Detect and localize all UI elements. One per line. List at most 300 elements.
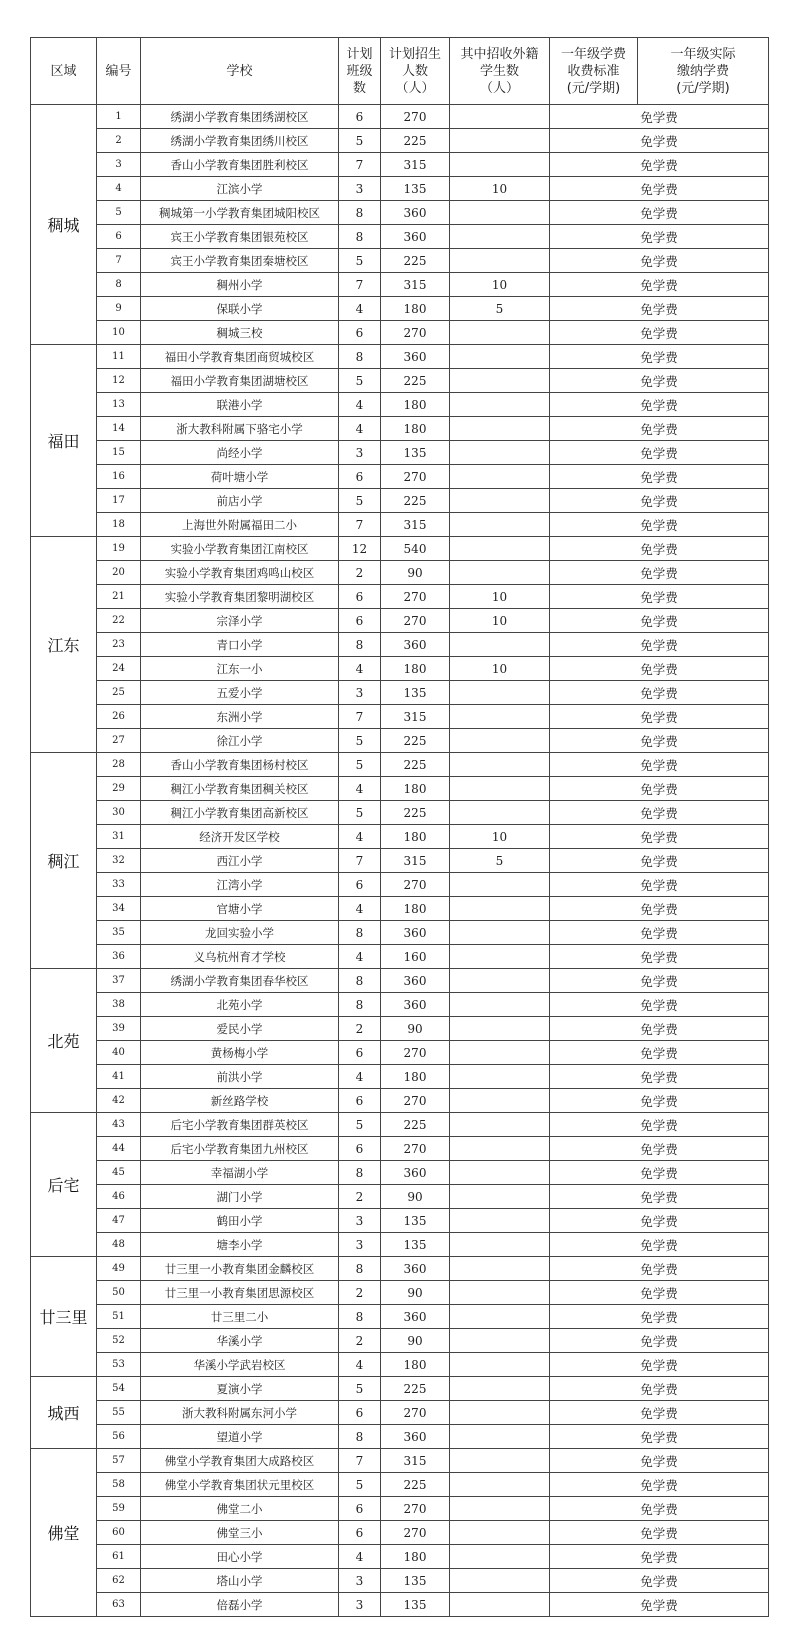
- row-number: 1: [97, 105, 141, 129]
- table-row: [31, 1449, 769, 1473]
- foreign-count: [450, 921, 550, 945]
- foreign-count: 10: [450, 657, 550, 681]
- foreign-count: [450, 1065, 550, 1089]
- enroll-count: 225: [381, 249, 450, 273]
- row-number: 56: [97, 1425, 141, 1449]
- enroll-count: 90: [381, 1017, 450, 1041]
- row-number: 28: [97, 753, 141, 777]
- class-count: 7: [339, 705, 381, 729]
- table-row: [31, 201, 769, 225]
- header-line: (元/学期): [566, 80, 621, 96]
- foreign-count: [450, 1041, 550, 1065]
- class-count: 8: [339, 1161, 381, 1185]
- table-row: [31, 993, 769, 1017]
- school-name: 佛堂小学教育集团大成路校区: [141, 1449, 339, 1473]
- table-row: [31, 1593, 769, 1617]
- school-name: 宾王小学教育集团银苑校区: [141, 225, 339, 249]
- header-line: 计划招生: [388, 46, 441, 62]
- class-count: 3: [339, 1569, 381, 1593]
- table-row: [31, 1041, 769, 1065]
- foreign-count: [450, 465, 550, 489]
- foreign-count: [450, 417, 550, 441]
- enroll-count: 180: [381, 417, 450, 441]
- enroll-count: 270: [381, 465, 450, 489]
- foreign-count: [450, 321, 550, 345]
- enroll-count: 360: [381, 993, 450, 1017]
- row-number: 49: [97, 1257, 141, 1281]
- table-row: [31, 1497, 769, 1521]
- table-row: [31, 1281, 769, 1305]
- foreign-count: 10: [450, 609, 550, 633]
- enroll-count: 180: [381, 297, 450, 321]
- header-line: （人）: [479, 80, 519, 96]
- fee-cell: 免学费: [550, 1545, 769, 1569]
- table-row: [31, 465, 769, 489]
- school-name: 实验小学教育集团鸡鸣山校区: [141, 561, 339, 585]
- foreign-count: [450, 345, 550, 369]
- row-number: 45: [97, 1161, 141, 1185]
- row-number: 13: [97, 393, 141, 417]
- fee-cell: 免学费: [550, 1329, 769, 1353]
- school-name: 望道小学: [141, 1425, 339, 1449]
- fee-cell: 免学费: [550, 105, 769, 129]
- foreign-count: [450, 441, 550, 465]
- region-cell: 稠江: [31, 753, 97, 969]
- table-row: [31, 1257, 769, 1281]
- fee-cell: 免学费: [550, 1449, 769, 1473]
- fee-cell: 免学费: [550, 537, 769, 561]
- enroll-count: 225: [381, 1377, 450, 1401]
- foreign-count: [450, 1593, 550, 1617]
- row-number: 8: [97, 273, 141, 297]
- table-row: [31, 417, 769, 441]
- table-row: [31, 369, 769, 393]
- class-count: 2: [339, 561, 381, 585]
- table-row: [31, 393, 769, 417]
- enroll-count: 160: [381, 945, 450, 969]
- enroll-count: 180: [381, 897, 450, 921]
- school-name: 稠州小学: [141, 273, 339, 297]
- foreign-count: 5: [450, 297, 550, 321]
- row-number: 44: [97, 1137, 141, 1161]
- row-number: 35: [97, 921, 141, 945]
- enroll-count: 360: [381, 1257, 450, 1281]
- school-name: 塘李小学: [141, 1233, 339, 1257]
- row-number: 27: [97, 729, 141, 753]
- enroll-count: 225: [381, 369, 450, 393]
- table-row: [31, 1017, 769, 1041]
- foreign-count: [450, 945, 550, 969]
- table-row: [31, 1353, 769, 1377]
- fee-cell: 免学费: [550, 681, 769, 705]
- table-row: [31, 873, 769, 897]
- enroll-count: 360: [381, 1305, 450, 1329]
- class-count: 5: [339, 1377, 381, 1401]
- row-number: 19: [97, 537, 141, 561]
- enroll-count: 315: [381, 705, 450, 729]
- class-count: 7: [339, 1449, 381, 1473]
- school-name: 经济开发区学校: [141, 825, 339, 849]
- enroll-count: 270: [381, 1137, 450, 1161]
- fee-cell: 免学费: [550, 585, 769, 609]
- fee-cell: 免学费: [550, 225, 769, 249]
- class-count: 7: [339, 513, 381, 537]
- row-number: 53: [97, 1353, 141, 1377]
- fee-cell: 免学费: [550, 897, 769, 921]
- fee-cell: 免学费: [550, 513, 769, 537]
- foreign-count: [450, 681, 550, 705]
- foreign-count: [450, 1185, 550, 1209]
- row-number: 43: [97, 1113, 141, 1137]
- fee-cell: 免学费: [550, 825, 769, 849]
- fee-cell: 免学费: [550, 849, 769, 873]
- class-count: 4: [339, 1353, 381, 1377]
- header-line: 一年级学费: [560, 46, 626, 62]
- class-count: 4: [339, 945, 381, 969]
- table-row: [31, 1161, 769, 1185]
- class-count: 8: [339, 201, 381, 225]
- school-name: 五爱小学: [141, 681, 339, 705]
- table-row: [31, 537, 769, 561]
- class-count: 3: [339, 1209, 381, 1233]
- enrollment-table: [30, 37, 769, 1617]
- class-count: 12: [339, 537, 381, 561]
- enroll-count: 360: [381, 969, 450, 993]
- fee-cell: 免学费: [550, 801, 769, 825]
- enroll-count: 270: [381, 873, 450, 897]
- class-count: 5: [339, 369, 381, 393]
- row-number: 63: [97, 1593, 141, 1617]
- foreign-count: [450, 561, 550, 585]
- foreign-count: [450, 1545, 550, 1569]
- enroll-count: 180: [381, 393, 450, 417]
- header-region: 区域: [31, 38, 97, 105]
- class-count: 6: [339, 465, 381, 489]
- foreign-count: [450, 1089, 550, 1113]
- table-row: [31, 825, 769, 849]
- fee-cell: 免学费: [550, 1209, 769, 1233]
- header-line: 其中招收外籍: [460, 46, 539, 62]
- class-count: 8: [339, 633, 381, 657]
- school-name: 福田小学教育集团湖塘校区: [141, 369, 339, 393]
- fee-cell: 免学费: [550, 729, 769, 753]
- table-row: [31, 1137, 769, 1161]
- table-row: [31, 1305, 769, 1329]
- enroll-count: 315: [381, 849, 450, 873]
- fee-cell: 免学费: [550, 609, 769, 633]
- foreign-count: [450, 513, 550, 537]
- fee-cell: 免学费: [550, 705, 769, 729]
- table-row: [31, 1089, 769, 1113]
- row-number: 11: [97, 345, 141, 369]
- row-number: 10: [97, 321, 141, 345]
- fee-cell: 免学费: [550, 969, 769, 993]
- school-name: 鹤田小学: [141, 1209, 339, 1233]
- fee-cell: 免学费: [550, 873, 769, 897]
- table-row: [31, 1113, 769, 1137]
- fee-cell: 免学费: [550, 129, 769, 153]
- row-number: 22: [97, 609, 141, 633]
- school-name: 联港小学: [141, 393, 339, 417]
- enroll-count: 315: [381, 153, 450, 177]
- row-number: 29: [97, 777, 141, 801]
- header-id: 编号: [97, 38, 141, 105]
- fee-cell: 免学费: [550, 153, 769, 177]
- school-name: 前店小学: [141, 489, 339, 513]
- enroll-count: 225: [381, 489, 450, 513]
- school-name: 浙大教科附属东河小学: [141, 1401, 339, 1425]
- fee-cell: 免学费: [550, 1041, 769, 1065]
- foreign-count: [450, 633, 550, 657]
- enroll-count: 270: [381, 1401, 450, 1425]
- enroll-count: 135: [381, 1233, 450, 1257]
- school-name: 香山小学教育集团杨村校区: [141, 753, 339, 777]
- header-line: （人）: [395, 80, 435, 96]
- row-number: 32: [97, 849, 141, 873]
- class-count: 6: [339, 1497, 381, 1521]
- row-number: 50: [97, 1281, 141, 1305]
- table-row: [31, 1233, 769, 1257]
- class-count: 6: [339, 1089, 381, 1113]
- fee-cell: 免学费: [550, 1425, 769, 1449]
- foreign-count: [450, 897, 550, 921]
- fee-cell: 免学费: [550, 1161, 769, 1185]
- row-number: 62: [97, 1569, 141, 1593]
- row-number: 24: [97, 657, 141, 681]
- row-number: 57: [97, 1449, 141, 1473]
- fee-cell: 免学费: [550, 1521, 769, 1545]
- table-body: [31, 105, 769, 1617]
- row-number: 47: [97, 1209, 141, 1233]
- row-number: 41: [97, 1065, 141, 1089]
- foreign-count: [450, 1449, 550, 1473]
- row-number: 40: [97, 1041, 141, 1065]
- header-line: 数: [352, 80, 366, 96]
- fee-cell: 免学费: [550, 249, 769, 273]
- class-count: 4: [339, 897, 381, 921]
- school-name: 廿三里一小教育集团思源校区: [141, 1281, 339, 1305]
- foreign-count: [450, 777, 550, 801]
- header-school: 学校: [141, 38, 339, 105]
- enroll-count: 315: [381, 273, 450, 297]
- foreign-count: [450, 1017, 550, 1041]
- header-fee-standard: [550, 38, 638, 105]
- table-row: [31, 801, 769, 825]
- school-name: 佛堂二小: [141, 1497, 339, 1521]
- row-number: 60: [97, 1521, 141, 1545]
- fee-cell: 免学费: [550, 921, 769, 945]
- table-row: [31, 177, 769, 201]
- table-row: [31, 585, 769, 609]
- row-number: 21: [97, 585, 141, 609]
- header-line: 班级: [346, 63, 373, 79]
- fee-cell: 免学费: [550, 777, 769, 801]
- school-name: 福田小学教育集团商贸城校区: [141, 345, 339, 369]
- class-count: 6: [339, 1521, 381, 1545]
- class-count: 8: [339, 993, 381, 1017]
- foreign-count: [450, 1497, 550, 1521]
- enroll-count: 225: [381, 1473, 450, 1497]
- enroll-count: 360: [381, 345, 450, 369]
- table-row: [31, 777, 769, 801]
- header-line: (元/学期): [676, 80, 730, 96]
- table-row: [31, 297, 769, 321]
- table-row: [31, 1473, 769, 1497]
- enroll-count: 225: [381, 1113, 450, 1137]
- row-number: 34: [97, 897, 141, 921]
- class-count: 5: [339, 729, 381, 753]
- row-number: 20: [97, 561, 141, 585]
- fee-cell: 免学费: [550, 1305, 769, 1329]
- row-number: 48: [97, 1233, 141, 1257]
- class-count: 3: [339, 1593, 381, 1617]
- region-cell: 福田: [31, 345, 97, 537]
- foreign-count: [450, 1233, 550, 1257]
- table-row: [31, 489, 769, 513]
- row-number: 38: [97, 993, 141, 1017]
- table-row: [31, 129, 769, 153]
- foreign-count: 10: [450, 177, 550, 201]
- foreign-count: [450, 1377, 550, 1401]
- class-count: 8: [339, 921, 381, 945]
- foreign-count: [450, 705, 550, 729]
- enroll-count: 225: [381, 801, 450, 825]
- foreign-count: [450, 753, 550, 777]
- class-count: 3: [339, 441, 381, 465]
- foreign-count: [450, 1113, 550, 1137]
- class-count: 3: [339, 681, 381, 705]
- school-name: 湖门小学: [141, 1185, 339, 1209]
- school-name: 浙大教科附属下骆宅小学: [141, 417, 339, 441]
- school-name: 江滨小学: [141, 177, 339, 201]
- foreign-count: 10: [450, 273, 550, 297]
- enroll-count: 135: [381, 681, 450, 705]
- enroll-count: 270: [381, 1041, 450, 1065]
- class-count: 6: [339, 585, 381, 609]
- school-name: 绣湖小学教育集团春华校区: [141, 969, 339, 993]
- foreign-count: 5: [450, 849, 550, 873]
- enroll-count: 180: [381, 1545, 450, 1569]
- fee-cell: 免学费: [550, 1281, 769, 1305]
- school-name: 江东一小: [141, 657, 339, 681]
- class-count: 4: [339, 417, 381, 441]
- fee-cell: 免学费: [550, 1137, 769, 1161]
- enroll-count: 315: [381, 1449, 450, 1473]
- school-name: 爱民小学: [141, 1017, 339, 1041]
- foreign-count: [450, 129, 550, 153]
- enroll-count: 180: [381, 1353, 450, 1377]
- enroll-count: 225: [381, 129, 450, 153]
- foreign-count: [450, 1305, 550, 1329]
- fee-cell: 免学费: [550, 201, 769, 225]
- row-number: 12: [97, 369, 141, 393]
- table-row: [31, 1401, 769, 1425]
- table-row: [31, 657, 769, 681]
- school-name: 宾王小学教育集团秦塘校区: [141, 249, 339, 273]
- foreign-count: [450, 1473, 550, 1497]
- enroll-count: 135: [381, 177, 450, 201]
- fee-cell: 免学费: [550, 273, 769, 297]
- table-row: [31, 1569, 769, 1593]
- enroll-count: 135: [381, 1569, 450, 1593]
- class-count: 8: [339, 1257, 381, 1281]
- row-number: 5: [97, 201, 141, 225]
- header-line: 缴纳学费: [676, 63, 729, 79]
- fee-cell: 免学费: [550, 945, 769, 969]
- table-row: [31, 561, 769, 585]
- enroll-count: 360: [381, 1161, 450, 1185]
- enroll-count: 180: [381, 825, 450, 849]
- school-name: 东洲小学: [141, 705, 339, 729]
- class-count: 7: [339, 273, 381, 297]
- enroll-count: 90: [381, 1185, 450, 1209]
- fee-cell: 免学费: [550, 441, 769, 465]
- table-row: [31, 633, 769, 657]
- enroll-count: 180: [381, 657, 450, 681]
- row-number: 51: [97, 1305, 141, 1329]
- enroll-count: 90: [381, 1281, 450, 1305]
- class-count: 8: [339, 1305, 381, 1329]
- school-name: 香山小学教育集团胜利校区: [141, 153, 339, 177]
- enroll-count: 135: [381, 441, 450, 465]
- enroll-count: 360: [381, 1425, 450, 1449]
- foreign-count: [450, 153, 550, 177]
- header-classes: [339, 38, 381, 105]
- class-count: 7: [339, 849, 381, 873]
- enroll-count: 270: [381, 105, 450, 129]
- row-number: 9: [97, 297, 141, 321]
- school-name: 夏演小学: [141, 1377, 339, 1401]
- foreign-count: [450, 873, 550, 897]
- region-cell: 后宅: [31, 1113, 97, 1257]
- table-row: [31, 1065, 769, 1089]
- enroll-count: 180: [381, 1065, 450, 1089]
- fee-cell: 免学费: [550, 465, 769, 489]
- school-name: 绣湖小学教育集团绣川校区: [141, 129, 339, 153]
- row-number: 46: [97, 1185, 141, 1209]
- foreign-count: [450, 1281, 550, 1305]
- row-number: 33: [97, 873, 141, 897]
- table-row: [31, 1425, 769, 1449]
- row-number: 61: [97, 1545, 141, 1569]
- school-name: 佛堂小学教育集团状元里校区: [141, 1473, 339, 1497]
- fee-cell: 免学费: [550, 1185, 769, 1209]
- foreign-count: 10: [450, 825, 550, 849]
- enroll-count: 270: [381, 1497, 450, 1521]
- foreign-count: [450, 201, 550, 225]
- class-count: 5: [339, 1113, 381, 1137]
- school-name: 稠江小学教育集团高新校区: [141, 801, 339, 825]
- school-name: 后宅小学教育集团九州校区: [141, 1137, 339, 1161]
- fee-cell: 免学费: [550, 1353, 769, 1377]
- table-row: [31, 345, 769, 369]
- foreign-count: [450, 801, 550, 825]
- region-cell: 城西: [31, 1377, 97, 1449]
- enroll-count: 180: [381, 777, 450, 801]
- class-count: 8: [339, 969, 381, 993]
- school-name: 稠城三校: [141, 321, 339, 345]
- fee-cell: 免学费: [550, 177, 769, 201]
- class-count: 5: [339, 249, 381, 273]
- class-count: 6: [339, 1401, 381, 1425]
- header-line: 人数: [401, 63, 428, 79]
- foreign-count: [450, 729, 550, 753]
- fee-cell: 免学费: [550, 1089, 769, 1113]
- school-name: 幸福湖小学: [141, 1161, 339, 1185]
- row-number: 2: [97, 129, 141, 153]
- row-number: 52: [97, 1329, 141, 1353]
- table-row: [31, 1209, 769, 1233]
